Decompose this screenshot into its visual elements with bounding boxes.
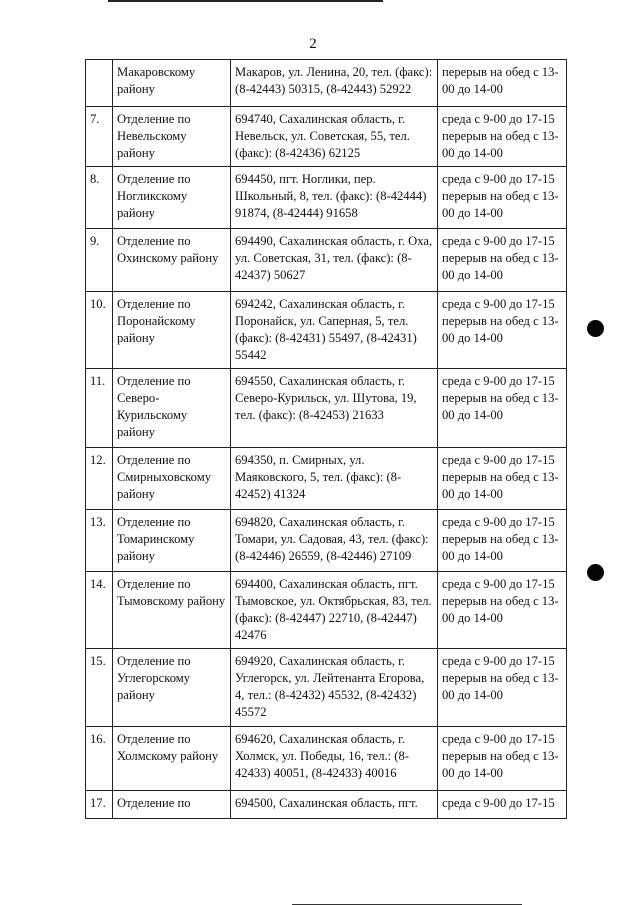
office-address: Макаров, ул. Ленина, 20, тел. (факс): (8-42443) 50315, (8-42443) 52922 — [231, 60, 438, 107]
table-row — [86, 60, 567, 107]
row-number: 7. — [86, 107, 113, 167]
office-address: 694820, Сахалинская область, г. Томари, ул. Садовая, 43, тел. (факс): (8-42446) 26559, (8-42446) 27109 — [231, 510, 438, 572]
office-name: Отделение по Ногликскому району — [113, 167, 231, 229]
table-row — [86, 510, 567, 572]
office-address: 694242, Сахалинская область, г. Поронайск, ул. Саперная, 5, тел. (факс): (8-42431) 55497, (8-42431) 55442 — [231, 292, 438, 369]
punch-hole-upper — [587, 320, 604, 337]
office-hours: среда с 9-00 до 17-15 перерыв на обед с 13-00 до 14-00 — [438, 727, 567, 791]
office-address: 694500, Сахалинская область, пгт. — [231, 791, 438, 819]
table-row — [86, 791, 567, 819]
table-row — [86, 229, 567, 292]
punch-hole-lower — [587, 564, 604, 581]
row-number: 16. — [86, 727, 113, 791]
top-edge-rule — [108, 0, 383, 2]
office-name: Отделение по Охинскому району — [113, 229, 231, 292]
office-address: 694400, Сахалинская область, пгт. Тымовское, ул. Октябрьская, 83, тел. (факс): (8-42447) 22710, (8-42447) 42476 — [231, 572, 438, 649]
office-address: 694490, Сахалинская область, г. Оха, ул. Советская, 31, тел. (факс): (8-42437) 50627 — [231, 229, 438, 292]
table-row — [86, 649, 567, 727]
row-number: 9. — [86, 229, 113, 292]
office-name: Отделение по — [113, 791, 231, 819]
row-number: 14. — [86, 572, 113, 649]
office-address: 694550, Сахалинская область, г. Северо-Курильск, ул. Шутова, 19, тел. (факс): (8-42453) 21633 — [231, 369, 438, 448]
row-number — [86, 60, 113, 107]
office-name: Отделение по Поронайскому району — [113, 292, 231, 369]
office-hours: перерыв на обед с 13-00 до 14-00 — [438, 60, 567, 107]
office-name: Макаровскому району — [113, 60, 231, 107]
table-row — [86, 369, 567, 448]
table-row — [86, 292, 567, 369]
office-hours: среда с 9-00 до 17-15 перерыв на обед с 13-00 до 14-00 — [438, 510, 567, 572]
offices-table — [85, 59, 567, 819]
office-hours: среда с 9-00 до 17-15 перерыв на обед с 13-00 до 14-00 — [438, 369, 567, 448]
office-name: Отделение по Северо-Курильскому району — [113, 369, 231, 448]
office-name: Отделение по Холмскому району — [113, 727, 231, 791]
office-hours: среда с 9-00 до 17-15 перерыв на обед с 13-00 до 14-00 — [438, 292, 567, 369]
row-number: 13. — [86, 510, 113, 572]
table-row — [86, 448, 567, 510]
office-address: 694920, Сахалинская область, г. Углегорск, ул. Лейтенанта Егорова, 4, тел.: (8-42432) 45532, (8-42432) 45572 — [231, 649, 438, 727]
table-row — [86, 572, 567, 649]
office-name: Отделение по Томаринскому району — [113, 510, 231, 572]
office-hours: среда с 9-00 до 17-15 перерыв на обед с 13-00 до 14-00 — [438, 167, 567, 229]
office-hours: среда с 9-00 до 17-15 перерыв на обед с 13-00 до 14-00 — [438, 572, 567, 649]
table-row — [86, 727, 567, 791]
office-name: Отделение по Смирныховскому району — [113, 448, 231, 510]
office-address: 694450, пгт. Ноглики, пер. Школьный, 8, тел. (факс): (8-42444) 91874, (8-42444) 91658 — [231, 167, 438, 229]
office-hours: среда с 9-00 до 17-15 — [438, 791, 567, 819]
page-number: 2 — [309, 36, 317, 52]
office-name: Отделение по Тымовскому району — [113, 572, 231, 649]
office-name: Отделение по Углегорскому району — [113, 649, 231, 727]
table-row — [86, 167, 567, 229]
office-name: Отделение по Невельскому району — [113, 107, 231, 167]
office-hours: среда с 9-00 до 17-15 перерыв на обед с 13-00 до 14-00 — [438, 107, 567, 167]
row-number: 8. — [86, 167, 113, 229]
office-address: 694620, Сахалинская область, г. Холмск, ул. Победы, 16, тел.: (8-42433) 40051, (8-42433) 40016 — [231, 727, 438, 791]
row-number: 12. — [86, 448, 113, 510]
office-hours: среда с 9-00 до 17-15 перерыв на обед с 13-00 до 14-00 — [438, 448, 567, 510]
office-hours: среда с 9-00 до 17-15 перерыв на обед с 13-00 до 14-00 — [438, 649, 567, 727]
table-row — [86, 107, 567, 167]
office-hours: среда с 9-00 до 17-15 перерыв на обед с 13-00 до 14-00 — [438, 229, 567, 292]
row-number: 10. — [86, 292, 113, 369]
office-address: 694740, Сахалинская область, г. Невельск, ул. Советская, 55, тел. (факс): (8-42436) 62125 — [231, 107, 438, 167]
office-address: 694350, п. Смирных, ул. Маяковского, 5, тел. (факс): (8-42452) 41324 — [231, 448, 438, 510]
row-number: 15. — [86, 649, 113, 727]
row-number: 11. — [86, 369, 113, 448]
row-number: 17. — [86, 791, 113, 819]
